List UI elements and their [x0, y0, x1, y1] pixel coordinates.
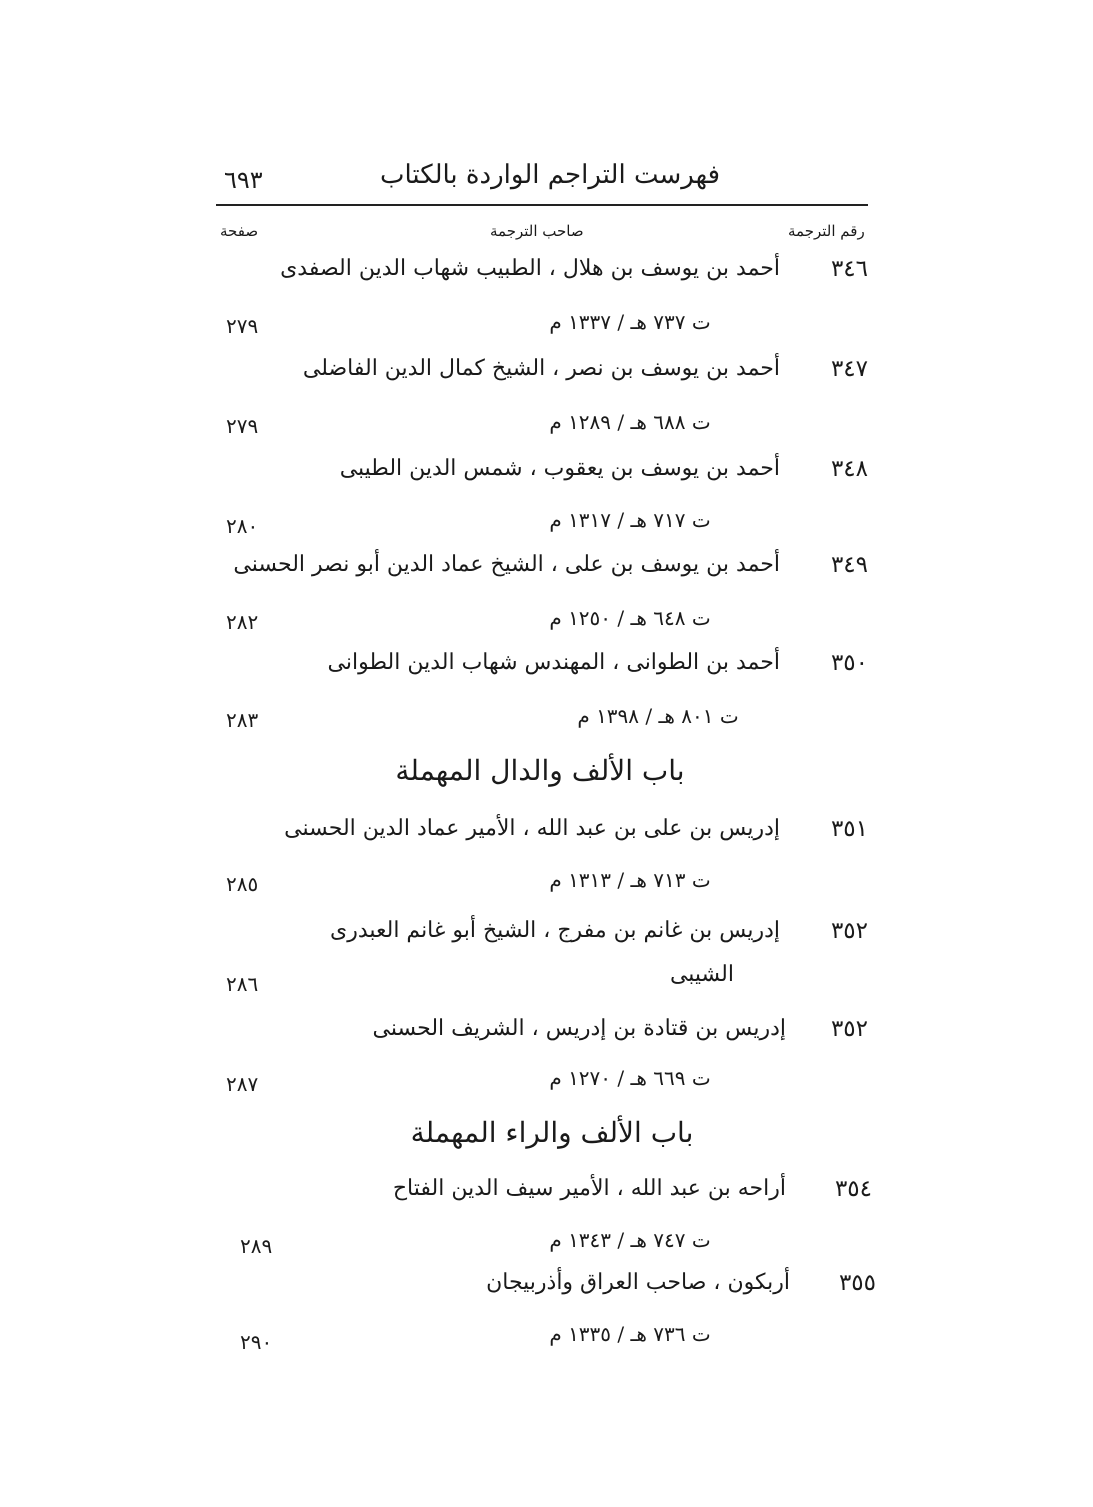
- entry-name: أحمد بن الطوانى ، المهندس شهاب الدين الطوانى: [327, 650, 780, 675]
- entry-date: ت ٧٣٧ هـ / ١٣٣٧ م: [549, 310, 711, 334]
- entry-page: ٢٨٦: [226, 972, 259, 996]
- entry-page: ٢٧٩: [226, 414, 259, 438]
- entry-date: ت ٦٦٩ هـ / ١٢٧٠ م: [549, 1066, 711, 1090]
- entry-page: ٢٨٥: [226, 872, 259, 896]
- entry-name: أحمد بن يوسف بن يعقوب ، شمس الدين الطيبى: [339, 456, 780, 481]
- entry-date: ت ٦٨٨ هـ / ١٢٨٩ م: [549, 410, 711, 434]
- column-header-name: صاحب الترجمة: [490, 222, 584, 240]
- entry-number: ٣٤٨: [830, 456, 868, 482]
- entry-name: إدريس بن قتادة بن إدريس ، الشريف الحسنى: [372, 1016, 786, 1041]
- entry-page: ٢٧٩: [226, 314, 259, 338]
- entry-page: ٢٨٠: [226, 514, 259, 538]
- entry-date: ت ٦٤٨ هـ / ١٢٥٠ م: [549, 606, 711, 630]
- page-title: فهرست التراجم الواردة بالكتاب: [379, 160, 721, 190]
- entry-page: ٢٨٧: [226, 1072, 259, 1096]
- section-heading: باب الألف والدال المهملة: [395, 754, 685, 787]
- page-number: ٦٩٣: [224, 166, 263, 194]
- entry-number: ٣٥١: [830, 816, 868, 842]
- entry-date: ت ٧٤٧ هـ / ١٣٤٣ م: [549, 1228, 711, 1252]
- entry-number: ٣٤٩: [830, 552, 868, 578]
- entry-number: ٣٥٤: [834, 1176, 872, 1202]
- entry-number: ٣٥٢: [830, 918, 868, 944]
- section-heading: باب الألف والراء المهملة: [410, 1116, 694, 1149]
- entry-date: ت ٧١٧ هـ / ١٣١٧ م: [549, 508, 711, 532]
- entry-page: ٢٩٠: [240, 1330, 273, 1354]
- entry-name-continuation: الشيبى: [669, 962, 734, 987]
- entry-number: ٣٥٠: [830, 650, 868, 676]
- entry-name: أراحه بن عبد الله ، الأمير سيف الدين الفتاح: [392, 1176, 786, 1201]
- entry-number: ٣٤٦: [830, 256, 868, 282]
- entry-name: إدريس بن على بن عبد الله ، الأمير عماد الدين الحسنى: [284, 816, 780, 841]
- entry-page: ٢٨٣: [226, 708, 259, 732]
- entry-date: ت ٧٣٦ هـ / ١٣٣٥ م: [549, 1322, 711, 1346]
- entry-name: إدريس بن غانم بن مفرج ، الشيخ أبو غانم العبدرى: [329, 918, 780, 943]
- entry-name: أحمد بن يوسف بن نصر ، الشيخ كمال الدين الفاضلى: [302, 356, 780, 381]
- entry-number: ٣٥٢: [830, 1016, 868, 1042]
- entry-date: ت ٨٠١ هـ / ١٣٩٨ م: [577, 704, 739, 728]
- entry-number: ٣٤٧: [830, 356, 868, 382]
- entry-page: ٢٨٩: [240, 1234, 273, 1258]
- entry-date: ت ٧١٣ هـ / ١٣١٣ م: [549, 868, 711, 892]
- entry-name: أحمد بن يوسف بن هلال ، الطبيب شهاب الدين الصفدى: [280, 256, 780, 281]
- entry-page: ٢٨٢: [226, 610, 259, 634]
- entry-name: أربكون ، صاحب العراق وأذربيجان: [486, 1270, 790, 1295]
- header-rule: [216, 204, 868, 206]
- column-header-number: رقم الترجمة: [788, 222, 865, 240]
- entry-name: أحمد بن يوسف بن على ، الشيخ عماد الدين أبو نصر الحسنى: [233, 552, 780, 577]
- entry-number: ٣٥٥: [838, 1270, 876, 1296]
- column-header-page: صفحة: [220, 222, 259, 240]
